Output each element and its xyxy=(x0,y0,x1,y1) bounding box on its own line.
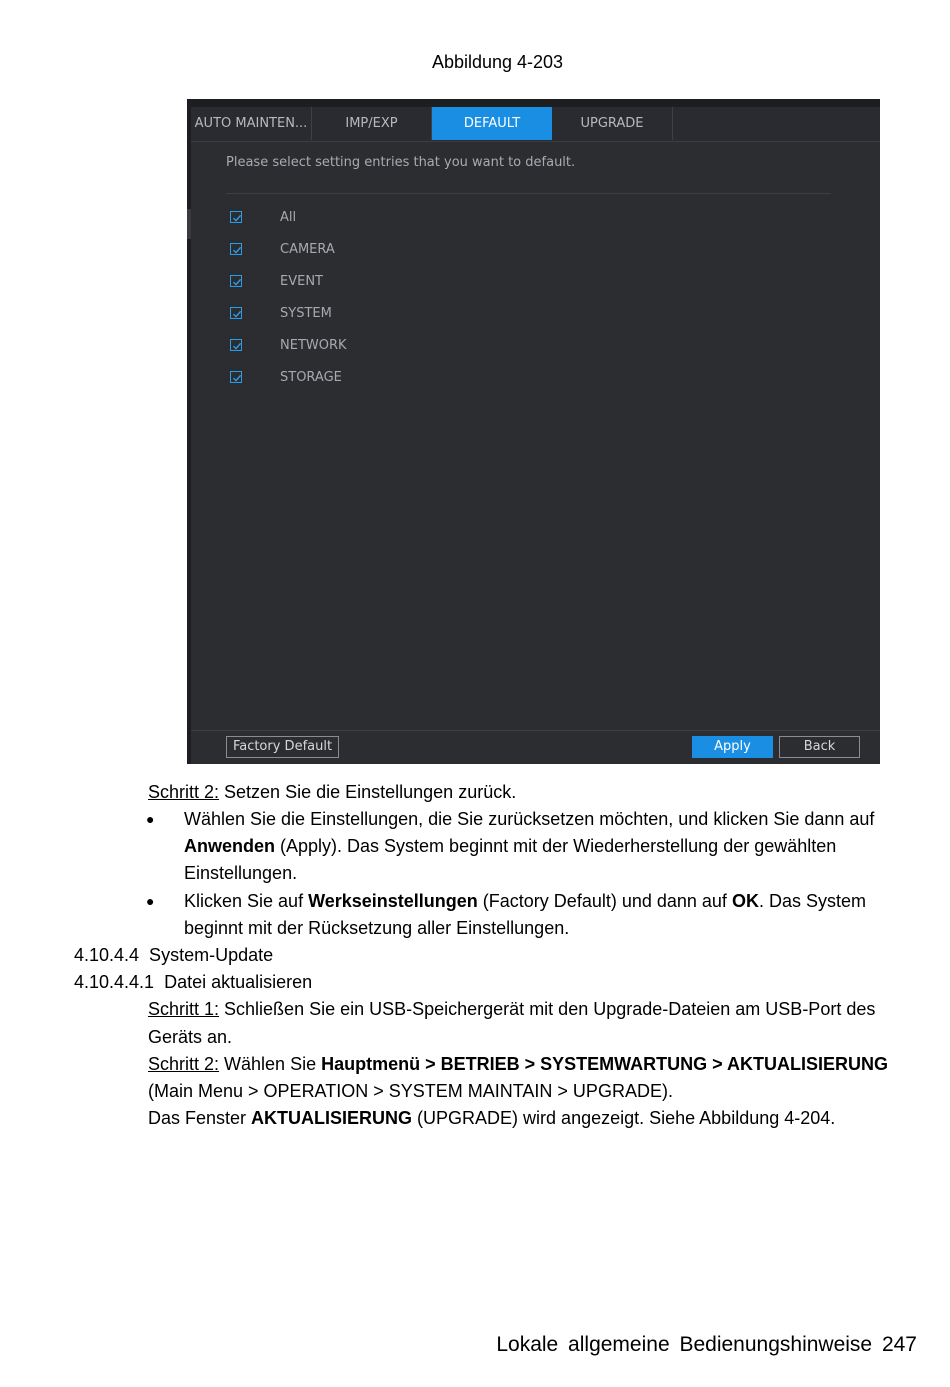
window-left-edge xyxy=(187,99,191,764)
checkbox-checked-icon[interactable] xyxy=(230,307,242,319)
bullet-2-line-1 xyxy=(184,890,866,912)
text: Klicken Sie auf xyxy=(184,891,309,911)
option-label: STORAGE xyxy=(280,370,342,385)
option-label: All xyxy=(280,210,297,225)
tab-bar xyxy=(191,107,880,142)
step-label: Schritt 1: xyxy=(148,999,220,1019)
bullet-icon: ● xyxy=(146,811,155,827)
menu-path: Hauptmenü > BETRIEB > SYSTEMWARTUNG > AKTUALISIERUNG xyxy=(321,1054,888,1074)
bold-term: OK xyxy=(731,891,759,911)
text: (Apply). Das System beginnt mit der Wiederherstellung der gewählten xyxy=(275,836,837,856)
step-text: Setzen Sie die Einstellungen zurück. xyxy=(219,782,517,802)
window-top-edge xyxy=(187,99,880,107)
tab-upgrade[interactable]: UPGRADE xyxy=(552,107,673,140)
tab-default[interactable]: DEFAULT xyxy=(432,107,552,140)
instruction-text: Please select setting entries that you want to default. xyxy=(226,155,576,170)
step-label: Schritt 2: xyxy=(148,1054,220,1074)
checkbox-checked-icon[interactable] xyxy=(230,275,242,287)
subsection-heading: 4.10.4.4.1 Datei aktualisieren xyxy=(74,972,313,992)
footer-divider xyxy=(191,730,880,731)
text: Das Fenster xyxy=(148,1108,252,1128)
section-heading: 4.10.4.4 System-Update xyxy=(74,945,274,965)
tab-imp-exp[interactable]: IMP/EXP xyxy=(312,107,432,140)
option-label: EVENT xyxy=(280,274,323,289)
bullet-icon: ● xyxy=(146,893,155,909)
bullet-1-line-1: Wählen Sie die Einstellungen, die Sie zurücksetzen möchten, und klicken Sie dann auf xyxy=(184,809,875,829)
default-settings-screenshot xyxy=(187,99,880,764)
step-2-reset xyxy=(148,781,516,803)
page-footer xyxy=(496,1333,917,1357)
step-2-line-2: (Main Menu > OPERATION > SYSTEM MAINTAIN > UPGRADE). xyxy=(148,1081,673,1101)
factory-default-button[interactable]: Factory Default xyxy=(226,736,339,758)
text: . Das System xyxy=(758,891,866,911)
bold-term: AKTUALISIERUNG xyxy=(251,1108,413,1128)
bullet-2-line-2: beginnt mit der Rücksetzung aller Einstellungen. xyxy=(184,918,570,938)
checkbox-checked-icon[interactable] xyxy=(230,371,242,383)
figure-caption: Abbildung 4-203 xyxy=(431,52,564,72)
option-label: CAMERA xyxy=(280,242,335,257)
window-note xyxy=(148,1107,835,1129)
apply-button[interactable]: Apply xyxy=(692,736,773,758)
text: (Factory Default) und dann auf xyxy=(477,891,732,911)
step-text: Wählen Sie xyxy=(219,1054,322,1074)
page-number: 247 xyxy=(881,1333,917,1356)
checkbox-checked-icon[interactable] xyxy=(230,339,242,351)
step-1-connect xyxy=(148,998,875,1020)
step-text: Schließen Sie ein USB-Speichergerät mit den Upgrade-Dateien am USB-Port des xyxy=(219,999,876,1019)
option-label: SYSTEM xyxy=(280,306,332,321)
bold-term: Anwenden xyxy=(184,836,276,856)
back-button[interactable]: Back xyxy=(779,736,860,758)
step-1-line-2: Geräts an. xyxy=(148,1027,233,1047)
bold-term: Werkseinstellungen xyxy=(308,891,478,911)
tab-auto-maintain[interactable]: AUTO MAINTEN... xyxy=(191,107,312,140)
step-2-select-menu xyxy=(148,1053,888,1075)
step-label: Schritt 2: xyxy=(148,782,220,802)
checkbox-checked-icon[interactable] xyxy=(230,211,242,223)
text: (UPGRADE) wird angezeigt. Siehe Abbildung 4-204. xyxy=(412,1108,836,1128)
bullet-1-line-2 xyxy=(184,835,836,857)
option-label: NETWORK xyxy=(280,338,347,353)
bullet-1-line-3: Einstellungen. xyxy=(184,863,298,883)
divider xyxy=(226,193,831,194)
checkbox-checked-icon[interactable] xyxy=(230,243,242,255)
sidebar-handle xyxy=(187,209,191,239)
footer-section: Lokale allgemeine Bedienungshinweise xyxy=(496,1333,873,1356)
